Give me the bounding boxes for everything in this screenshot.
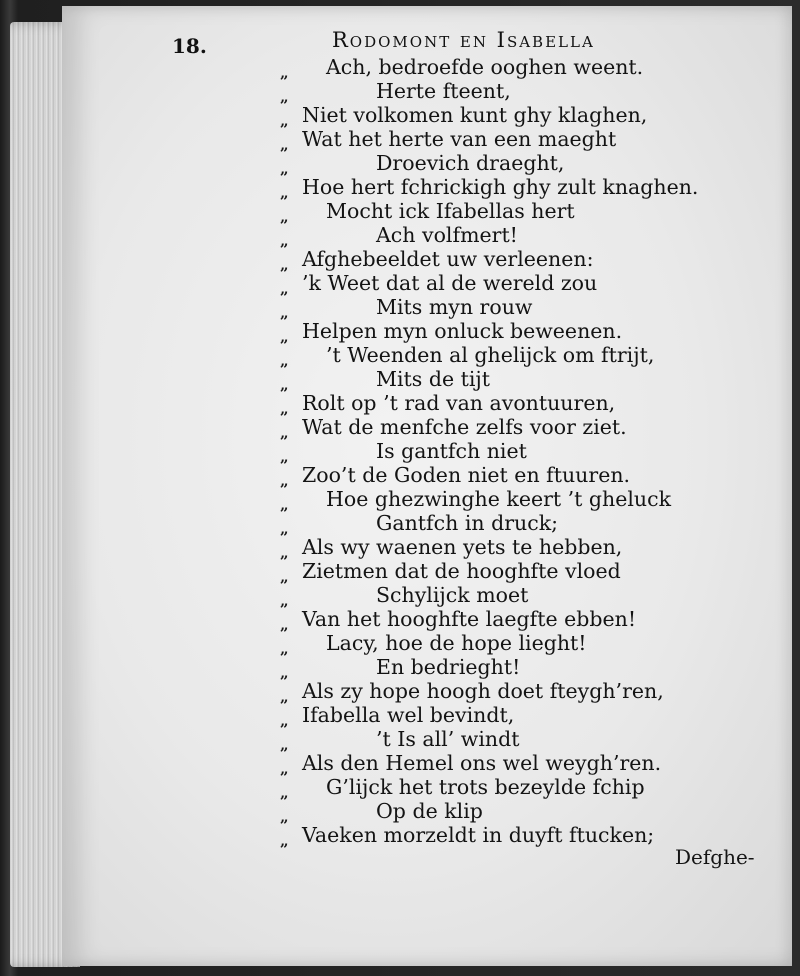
- verse-line: [280, 319, 710, 346]
- verse-line-text: Als den Hemel ons wel weygh’ren.: [302, 751, 662, 775]
- verse-line-text: Ach volfmert!: [376, 223, 518, 247]
- quotation-mark: „: [280, 304, 289, 322]
- verse-line-text: Mits myn rouw: [376, 295, 533, 319]
- quotation-mark: „: [280, 280, 289, 298]
- verse-line: [280, 175, 710, 202]
- quotation-mark: „: [280, 592, 289, 610]
- verse-line-text: ’t Is all’ windt: [376, 727, 520, 751]
- verse-line: [280, 295, 710, 322]
- verse-line: [280, 391, 710, 418]
- verse-line-text: Zoo’t de Goden niet en ftuuren.: [302, 463, 631, 487]
- verse-line-text: Hoe hert fchrickigh ghy zult knaghen.: [302, 175, 699, 199]
- quotation-mark: „: [280, 400, 289, 418]
- poem-verse: [280, 55, 710, 850]
- running-head: Rodomont en Isabella: [332, 28, 595, 52]
- verse-line-text: Wat het herte van een maeght: [302, 127, 617, 151]
- quotation-mark: „: [280, 256, 289, 274]
- verse-line: [280, 487, 710, 514]
- verse-line: [280, 727, 710, 754]
- quotation-mark: „: [280, 808, 289, 826]
- page-number: 18.: [172, 34, 207, 58]
- verse-line-text: Mocht ick Ifabellas hert: [326, 199, 575, 223]
- verse-line-text: Herte fteent,: [376, 79, 511, 103]
- quotation-mark: „: [280, 736, 289, 754]
- verse-line: [280, 79, 710, 106]
- verse-line-text: Wat de menfche zelfs voor ziet.: [302, 415, 627, 439]
- verse-line: [280, 583, 710, 610]
- quotation-mark: „: [280, 544, 289, 562]
- verse-line-text: Mits de tijt: [376, 367, 490, 391]
- verse-line: [280, 103, 710, 130]
- verse-line: [280, 703, 710, 730]
- quotation-mark: „: [280, 112, 289, 130]
- quotation-mark: „: [280, 688, 289, 706]
- verse-line-text: Zietmen dat de hooghfte vloed: [302, 559, 621, 583]
- verse-line-text: Als zy hope hoogh doet fteygh’ren,: [302, 679, 664, 703]
- quotation-mark: „: [280, 88, 289, 106]
- verse-line-text: Helpen myn onluck beweenen.: [302, 319, 623, 343]
- quotation-mark: „: [280, 640, 289, 658]
- quotation-mark: „: [280, 472, 289, 490]
- verse-line: [280, 607, 710, 634]
- verse-line: [280, 271, 710, 298]
- verse-line: [280, 823, 710, 850]
- verse-line-text: Vaeken morzeldt in duyft ftucken;: [302, 823, 655, 847]
- verse-line-text: Droevich draeght,: [376, 151, 565, 175]
- verse-line-text: ’k Weet dat al de wereld zou: [302, 271, 598, 295]
- verse-line: [280, 751, 710, 778]
- verse-line: [280, 463, 710, 490]
- verse-line: [280, 151, 710, 178]
- quotation-mark: „: [280, 664, 289, 682]
- verse-line: [280, 439, 710, 466]
- verse-line-text: Ifabella wel bevindt,: [302, 703, 515, 727]
- verse-line: [280, 223, 710, 250]
- quotation-mark: „: [280, 448, 289, 466]
- verse-line: [280, 559, 710, 586]
- verse-line-text: Afghebeeldet uw verleenen:: [302, 247, 594, 271]
- verse-line-text: Is gantfch niet: [376, 439, 527, 463]
- verse-line: [280, 415, 710, 442]
- quotation-mark: „: [280, 376, 289, 394]
- verse-line: [280, 775, 710, 802]
- verse-line-text: Ach, bedroefde ooghen weent.: [326, 55, 644, 79]
- verse-line: [280, 655, 710, 682]
- quotation-mark: „: [280, 760, 289, 778]
- quotation-mark: „: [280, 832, 289, 850]
- quotation-mark: „: [280, 568, 289, 586]
- quotation-mark: „: [280, 496, 289, 514]
- quotation-mark: „: [280, 232, 289, 250]
- quotation-mark: „: [280, 712, 289, 730]
- verse-line: [280, 511, 710, 538]
- catchword: Defghe-: [675, 845, 755, 869]
- verse-line-text: En bedrieght!: [376, 655, 521, 679]
- verse-line: [280, 343, 710, 370]
- quotation-mark: „: [280, 208, 289, 226]
- verse-line-text: Schylijck moet: [376, 583, 529, 607]
- quotation-mark: „: [280, 64, 289, 82]
- quotation-mark: „: [280, 184, 289, 202]
- verse-line-text: ’t Weenden al ghelijck om ftrijt,: [326, 343, 655, 367]
- quotation-mark: „: [280, 520, 289, 538]
- quotation-mark: „: [280, 424, 289, 442]
- verse-line-text: Rolt op ’t rad van avontuuren,: [302, 391, 616, 415]
- verse-line: [280, 679, 710, 706]
- quotation-mark: „: [280, 616, 289, 634]
- quotation-mark: „: [280, 160, 289, 178]
- verse-line: [280, 631, 710, 658]
- verse-line-text: Hoe ghezwinghe keert ’t gheluck: [326, 487, 672, 511]
- verse-line: [280, 799, 710, 826]
- verse-line: [280, 55, 710, 82]
- quotation-mark: „: [280, 328, 289, 346]
- verse-line-text: G’lijck het trots bezeylde fchip: [326, 775, 645, 799]
- verse-line: [280, 367, 710, 394]
- quotation-mark: „: [280, 352, 289, 370]
- verse-line-text: Van het hooghfte laegfte ebben!: [302, 607, 637, 631]
- verse-line-text: Niet volkomen kunt ghy klaghen,: [302, 103, 648, 127]
- verse-line: [280, 535, 710, 562]
- quotation-mark: „: [280, 784, 289, 802]
- verse-line: [280, 127, 710, 154]
- verse-line: [280, 199, 710, 226]
- verse-line-text: Op de klip: [376, 799, 483, 823]
- quotation-mark: „: [280, 136, 289, 154]
- verse-line-text: Lacy, hoe de hope lieght!: [326, 631, 587, 655]
- verse-line-text: Gantfch in druck;: [376, 511, 559, 535]
- verse-line-text: Als wy waenen yets te hebben,: [302, 535, 623, 559]
- verse-line: [280, 247, 710, 274]
